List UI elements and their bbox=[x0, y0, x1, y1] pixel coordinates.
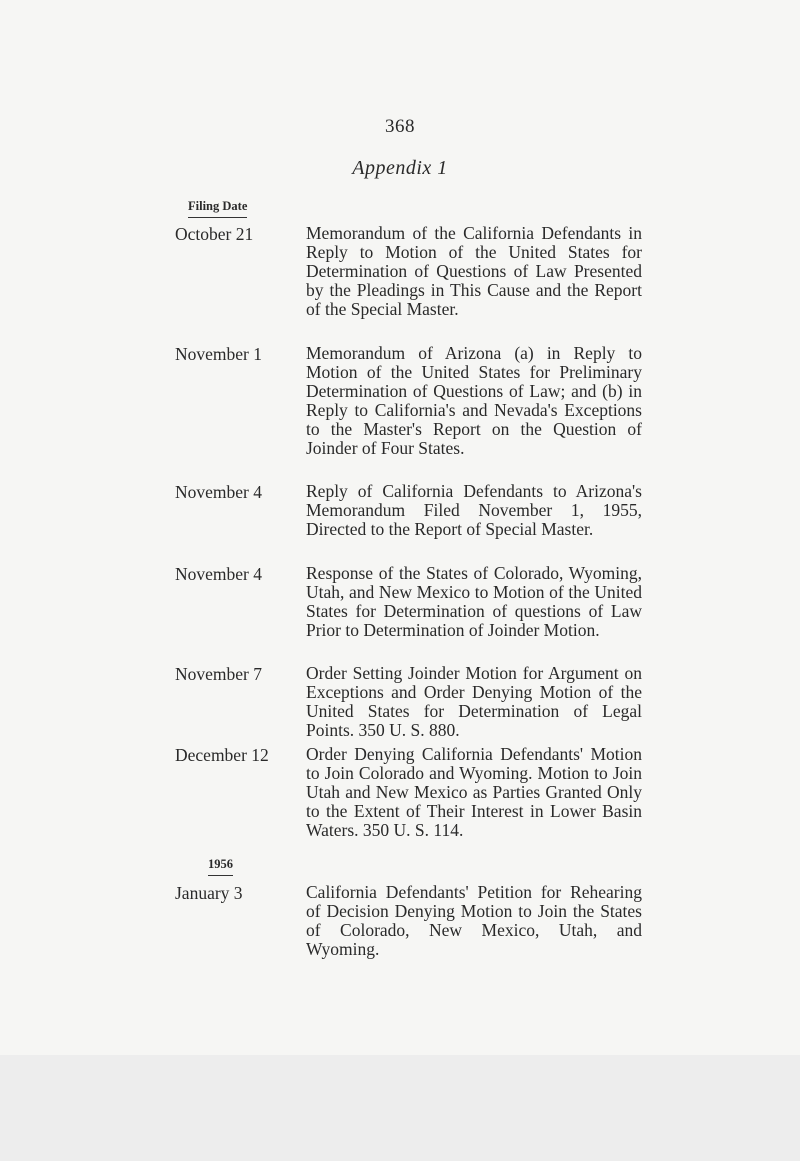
entry-text: California Defendants' Petition for Rehearing of Decision Denying Motion to Join the States of Colorado, New Mexico, Utah, and Wyoming. bbox=[306, 882, 642, 959]
entry-text: Reply of California Defendants to Arizona's Memorandum Filed November 1, 1955, Directed to the Report of Special Master. bbox=[306, 481, 642, 539]
entry-text: Order Denying California Defendants' Motion to Join Colorado and Wyoming. Motion to Join Utah and New Mexico as Parties Granted Only to the Extent of Their Interest in Lower Basin Waters. 350 U. S. 114. bbox=[306, 744, 642, 840]
entry-date: November 4 bbox=[175, 482, 262, 502]
running-head: Appendix 1 bbox=[352, 157, 448, 179]
entry-date: January 3 bbox=[175, 883, 243, 903]
page-number: 368 bbox=[385, 116, 415, 137]
entry-text: Memorandum of the California Defendants in Reply to Motion of the United States for Determination of Questions of Law Presented by the Pleadings in This Cause and the Report of the Special Master. bbox=[306, 223, 642, 319]
entry-text: Order Setting Joinder Motion for Argument on Exceptions and Order Denying Motion of the United States for Determination of Legal Points. 350 U. S. 880. bbox=[306, 663, 642, 740]
year-header: 1956 bbox=[208, 857, 233, 876]
filing-date-header: Filing Date bbox=[188, 199, 247, 218]
entry-date: November 1 bbox=[175, 344, 262, 364]
entry-date: November 4 bbox=[175, 564, 262, 584]
entry-text: Memorandum of Arizona (a) in Reply to Motion of the United States for Preliminary Determination of Questions of Law; and (b) in Reply to California's and Nevada's Exceptions to the Master's Report on the Question of Joinder of Four States. bbox=[306, 343, 642, 458]
entry-date: November 7 bbox=[175, 664, 262, 684]
entry-date: December 12 bbox=[175, 745, 269, 765]
entry-date: October 21 bbox=[175, 224, 254, 244]
entry-text: Response of the States of Colorado, Wyoming, Utah, and New Mexico to Motion of the United States for Determination of questions of Law Prior to Determination of Joinder Motion. bbox=[306, 563, 642, 640]
